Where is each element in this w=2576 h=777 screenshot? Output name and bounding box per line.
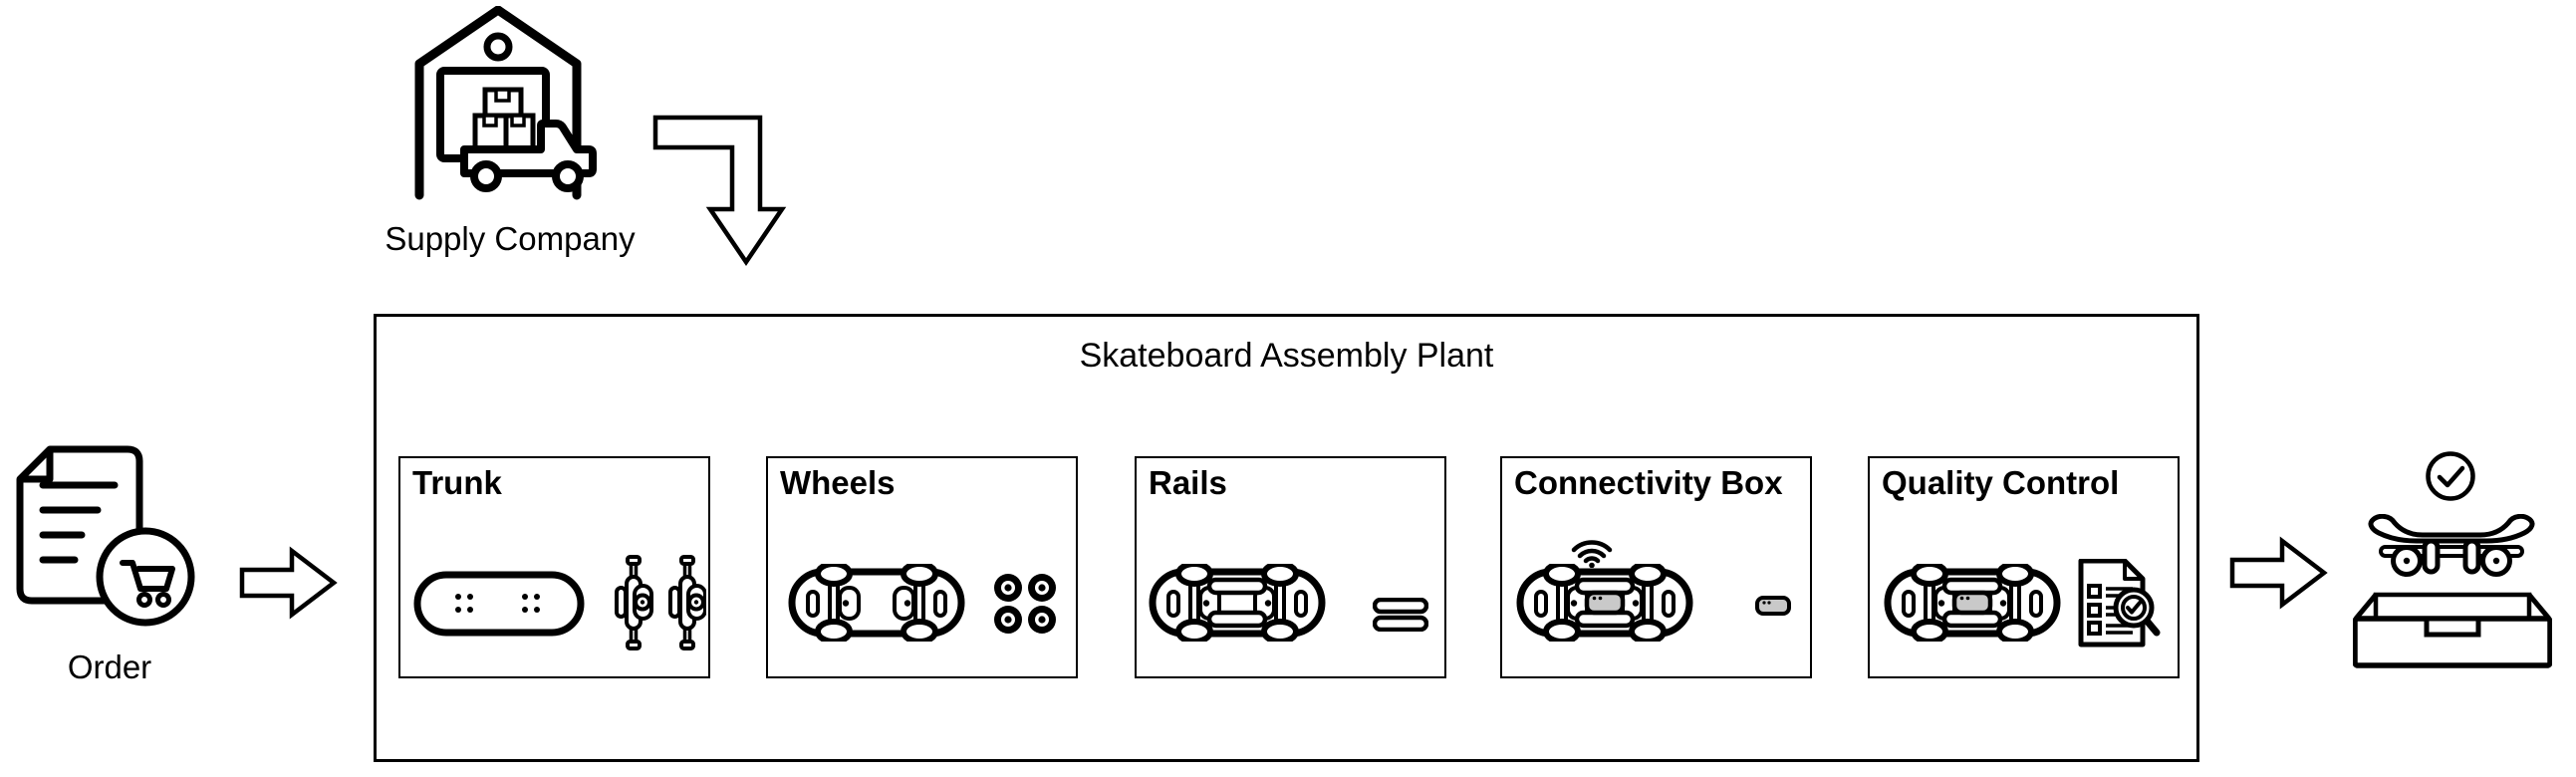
supply-group [411,6,629,205]
warehouse-truck-icon [411,6,629,205]
wheels-set-icon [992,572,1058,636]
order-document-cart-icon [16,444,201,636]
quality-checklist-icon [2075,559,2167,650]
order-label: Order [67,648,152,685]
assembly-plant [374,314,2199,762]
station-label: Trunk [412,464,502,501]
skateboard-deck-icon [413,571,585,637]
supply-label: Supply Company [385,220,636,257]
skateboard-side-icon [2365,514,2538,580]
skateboard-trucks-icon [615,555,706,650]
skateboard-underside-module-icon [1516,564,1693,642]
connectivity-module-icon [1755,596,1791,616]
skateboard-underside-rails-icon [1149,564,1326,642]
shipping-tray-icon [2353,590,2552,669]
order-to-plant-arrow-icon [239,546,339,620]
station-connectivity-box [1500,456,1812,678]
station-label: Quality Control [1882,464,2120,501]
plant-title: Skateboard Assembly Plant [1079,337,1494,375]
station-label: Rails [1149,464,1227,501]
bent-arrow-down-icon [647,110,792,271]
station-wheels [766,456,1078,678]
order-group [16,444,201,636]
station-quality-control [1868,456,2180,678]
skateboard-underside-icon [788,564,965,642]
station-rails [1135,456,1446,678]
output-group [2353,448,2552,669]
station-trunk [398,456,710,678]
station-label: Connectivity Box [1514,464,1783,501]
check-circle-icon [2425,450,2476,502]
rails-pair-icon [1373,598,1428,632]
skateboard-underside-module-icon [1884,564,2061,642]
plant-to-output-arrow-icon [2229,536,2329,610]
station-label: Wheels [780,464,896,501]
